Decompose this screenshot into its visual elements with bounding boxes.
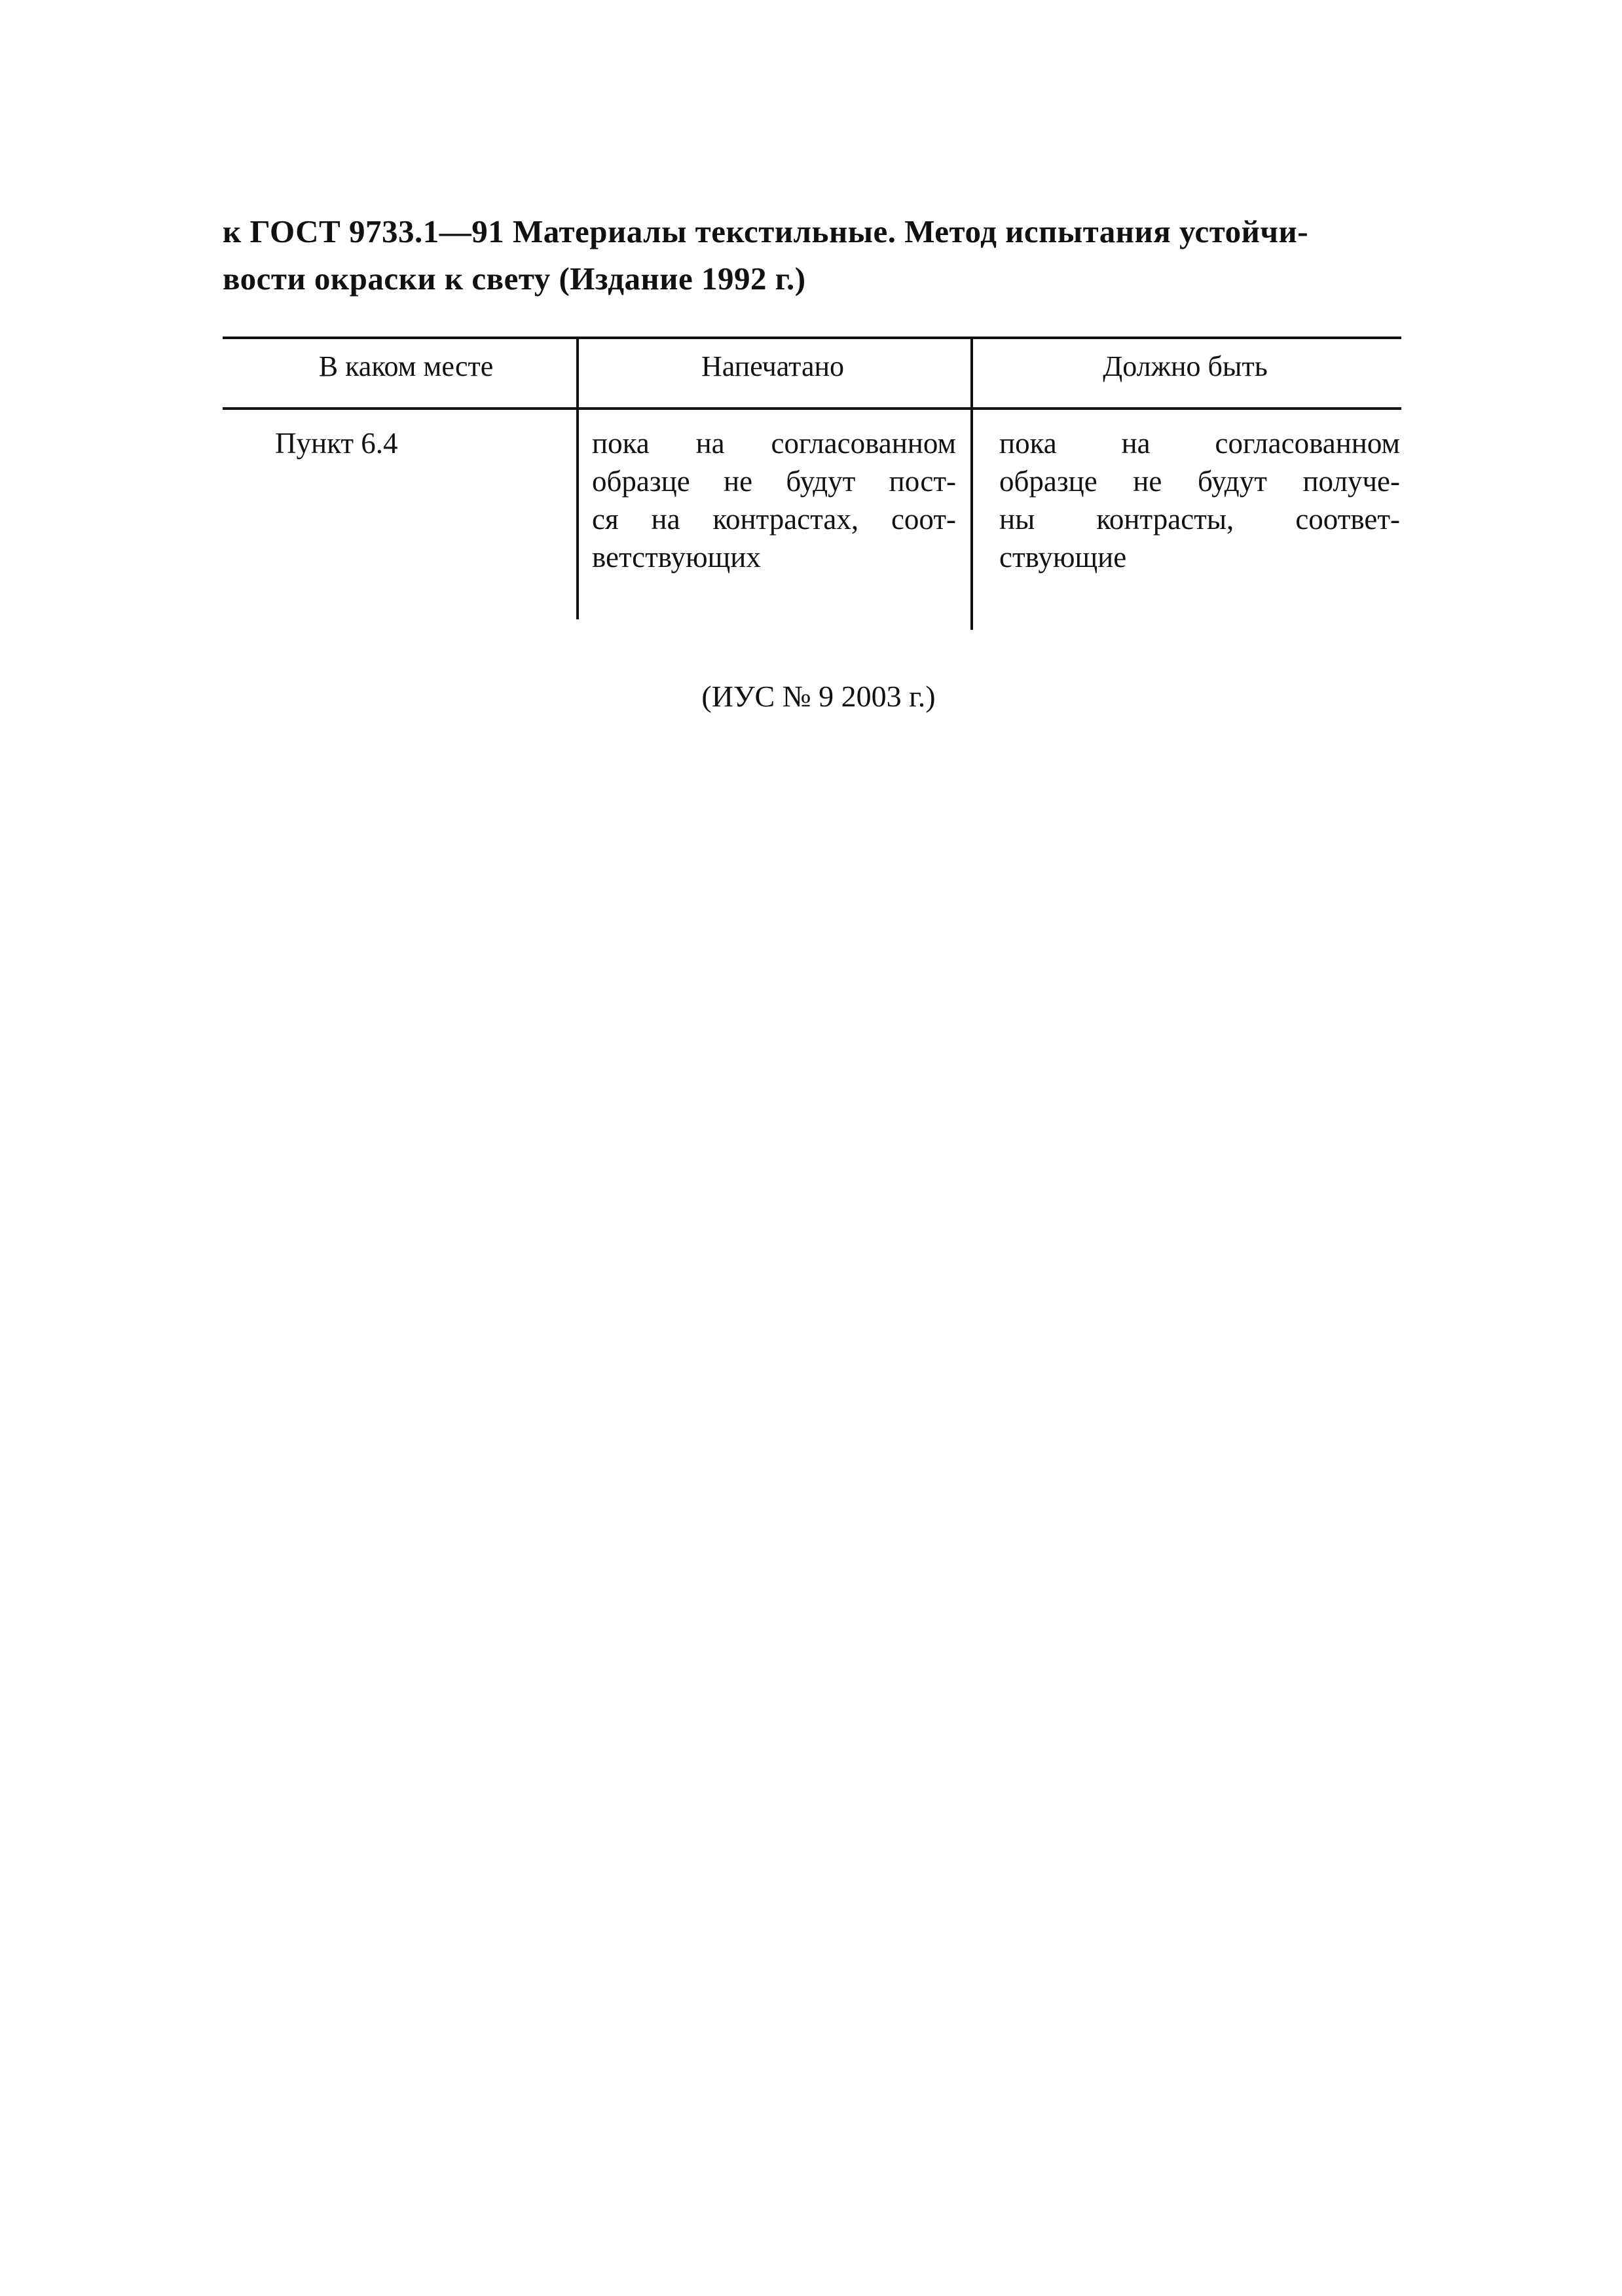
table-cell-printed	[592, 424, 956, 576]
table-header-printed: Напечатано	[701, 350, 845, 382]
table-top-rule	[223, 337, 1401, 339]
table-column-divider-2	[970, 337, 973, 630]
printed-line: ветствующих	[592, 541, 761, 574]
table-header-rule	[223, 407, 1401, 410]
printed-line: образце не будут пост-	[592, 465, 956, 498]
table-header-place: В каком месте	[318, 350, 494, 382]
should-be-line: пока на согласованном	[999, 427, 1400, 460]
table-header-should-be: Должно быть	[1103, 350, 1268, 382]
table-cell-should-be	[999, 424, 1400, 576]
printed-line: ся на контрастах, соот-	[592, 503, 956, 536]
title-line-2: вости окраски к свету (Издание 1992 г.)	[223, 261, 806, 297]
should-be-line: ны контрасты, соответ-	[999, 503, 1400, 536]
place-text: Пункт 6.4	[275, 427, 398, 460]
source-reference: (ИУС № 9 2003 г.)	[701, 680, 936, 713]
should-be-line: образце не будут получе-	[999, 465, 1400, 498]
table-column-divider-1	[576, 337, 579, 619]
table-cell-place	[275, 424, 537, 462]
title-line-1: к ГОСТ 9733.1—91 Материалы текстильные. Метод испытания устойчи-	[223, 213, 1309, 249]
document-title	[223, 208, 1401, 302]
printed-line: пока на согласованном	[592, 427, 956, 460]
should-be-line: ствующие	[999, 541, 1127, 574]
